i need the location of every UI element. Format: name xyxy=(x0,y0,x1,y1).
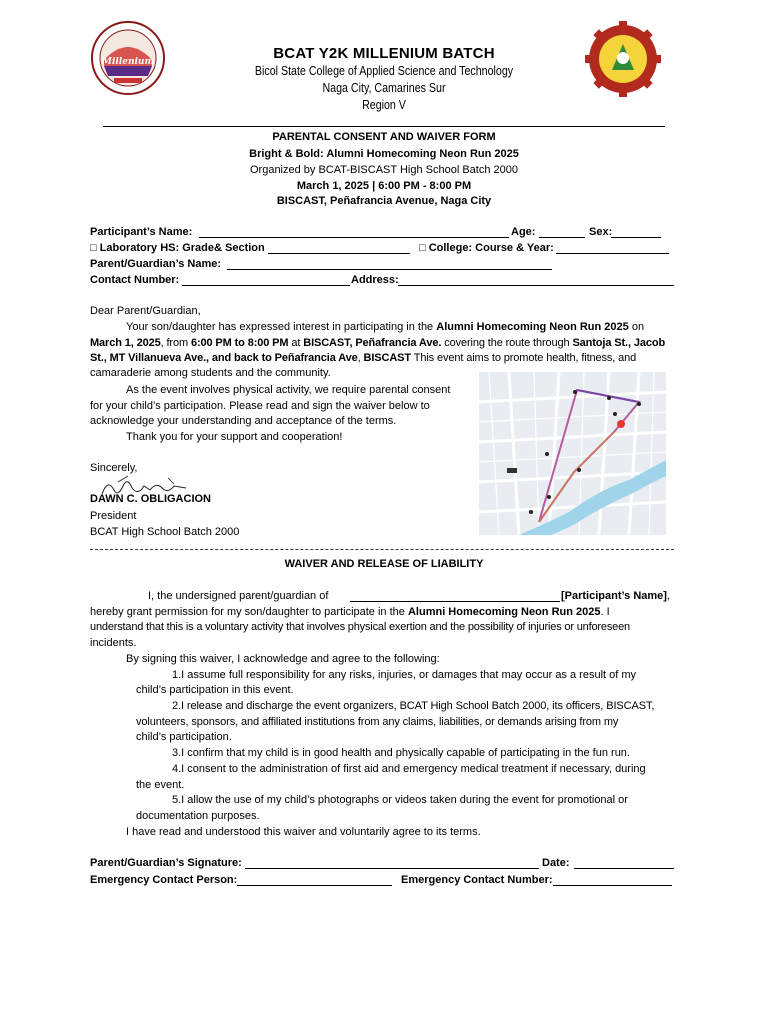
waiver-final: I have read and understood this waiver and voluntarily agree to its terms. xyxy=(126,826,481,838)
section-divider xyxy=(90,549,674,550)
emergency-number-field[interactable] xyxy=(553,885,672,886)
p1-biscast: BISCAST xyxy=(363,352,411,364)
waiver-line1-a: I, the undersigned parent/guardian of xyxy=(148,590,329,602)
letter-p1-line2 xyxy=(90,336,680,352)
batch-title: BCAT Y2K MILLENIUM BATCH xyxy=(273,45,495,62)
waiver-comma: , xyxy=(666,590,671,602)
waiver-I: . I xyxy=(600,606,610,618)
p1-text-a: Your son/daughter has expressed interest in participating in the xyxy=(126,321,434,333)
waiver-item5-line2: documentation purposes. xyxy=(136,810,260,822)
p1-text-c: on xyxy=(631,321,645,333)
waiver-event: Alumni Homecoming Neon Run 2025 xyxy=(407,606,601,618)
sex-field[interactable] xyxy=(611,237,661,238)
guardian-name-field[interactable] xyxy=(227,269,552,270)
organizer-line: Organized by BCAT-BISCAST High School Batch 2000 xyxy=(249,164,518,176)
p1-date: March 1, 2025 xyxy=(90,337,161,349)
college-checkbox[interactable]: □ College: Course & Year: xyxy=(419,242,554,254)
address-label: Address: xyxy=(351,274,399,286)
emergency-number-label: Emergency Contact Number: xyxy=(401,874,553,886)
logo-lettering: Millenium xyxy=(102,57,154,67)
header-rule xyxy=(103,126,665,127)
waiver-item4-line1: 4.I consent to the administration of first aid and emergency medical treatment if necessary, during xyxy=(172,763,646,775)
age-field[interactable] xyxy=(539,237,585,238)
letter-p1-line3 xyxy=(90,351,680,367)
guardian-signature-label: Parent/Guardian’s Signature: xyxy=(90,857,242,869)
form-title: PARENTAL CONSENT AND WAIVER FORM xyxy=(272,131,496,143)
waiver-item3: 3.I confirm that my child is in good health and physically capable of participating in the fun run. xyxy=(172,747,630,759)
closing: Sincerely, xyxy=(90,462,138,474)
emergency-person-field[interactable] xyxy=(237,885,392,886)
waiver-item5-line1: 5.I allow the use of my child’s photographs or videos taken during the event for promotional or xyxy=(172,794,628,806)
letter-p2-line1: As the event involves physical activity, we require parental consent xyxy=(126,384,451,396)
signer-name: DAWN C. OBLIGACION xyxy=(90,493,211,505)
event-venue: BISCAST, Peñafrancia Avenue, Naga City xyxy=(276,195,492,207)
waiver-title: WAIVER AND RELEASE OF LIABILITY xyxy=(284,558,484,570)
age-label: Age: xyxy=(511,226,536,238)
waiver-item2-line1: 2.I release and discharge the event organizers, BCAT High School Batch 2000, its officers, BISCAST, xyxy=(172,700,655,712)
participant-name-label: Participant’s Name: xyxy=(90,226,193,238)
contact-number-label: Contact Number: xyxy=(90,274,180,286)
event-datetime: March 1, 2025 | 6:00 PM - 8:00 PM xyxy=(296,180,472,192)
p1-route-intro: covering the route through xyxy=(444,337,570,349)
waiver-participant-text: [Participant’s Name] xyxy=(561,590,667,602)
waiver-line4: incidents. xyxy=(90,637,137,649)
p1-from: , from xyxy=(160,337,189,349)
p1-time: 6:00 PM to 8:00 PM xyxy=(190,337,289,349)
contact-number-field[interactable] xyxy=(182,285,350,286)
p1-event: Alumni Homecoming Neon Run 2025 xyxy=(436,321,629,333)
address-field[interactable] xyxy=(398,285,674,286)
p1-at: at xyxy=(291,337,301,349)
waiver-item1-line2: child’s participation in this event. xyxy=(136,684,294,696)
lab-hs-field[interactable] xyxy=(268,253,410,254)
p1-route-b: St., MT Villanueva Ave., and back to Peñafrancia Ave xyxy=(90,352,358,364)
sex-label: Sex: xyxy=(589,226,613,238)
waiver-line2 xyxy=(90,605,680,621)
city: Naga City, Camarines Sur xyxy=(322,80,446,95)
letter-p2-line2: for your child’s participation. Please read and sign the waiver below to xyxy=(90,400,430,412)
waiver-item4-line2: the event. xyxy=(136,779,185,791)
college-field[interactable] xyxy=(556,253,669,254)
p1-comma: , xyxy=(357,352,361,364)
waiver-participant-placeholder xyxy=(561,589,670,605)
waiver-permission: hereby grant permission for my son/daughter to participate in the xyxy=(90,606,405,618)
city-wrap xyxy=(0,80,768,95)
route-map xyxy=(479,372,666,535)
waiver-item1-line1: 1.I assume full responsibility for any risks, injuries, or damages that may occur as a result of my xyxy=(172,669,637,681)
waiver-intro: By signing this waiver, I acknowledge and agree to the following: xyxy=(126,653,440,665)
guardian-signature-field[interactable] xyxy=(245,868,539,869)
school-name: Bicol State College of Applied Science and Technology xyxy=(254,63,514,78)
waiver-item2-line2: volunteers, sponsors, and affiliated institutions from any claims, liabilities, or demands arising from my xyxy=(136,716,619,728)
region-wrap xyxy=(0,97,768,112)
letter-p1-line4: camaraderie among students and the community. xyxy=(90,367,331,379)
event-name: Bright & Bold: Alumni Homecoming Neon Run 2025 xyxy=(249,148,519,160)
guardian-name-label: Parent/Guardian’s Name: xyxy=(90,258,222,270)
salutation: Dear Parent/Guardian, xyxy=(90,305,201,317)
date-field[interactable] xyxy=(574,868,674,869)
date-label: Date: xyxy=(542,857,570,869)
waiver-line3: understand that this is a voluntary activity that involves physical exertion and the possibility of injuries or unforeseen xyxy=(90,621,630,633)
letter-p2-line3: acknowledge your understanding and acceptance of the terms. xyxy=(90,415,397,427)
region: Region V xyxy=(362,97,406,112)
waiver-participant-field[interactable] xyxy=(350,601,560,602)
emergency-person-label: Emergency Contact Person: xyxy=(90,874,238,886)
p1-aims: This event aims to promote health, fitness, and xyxy=(413,352,637,364)
waiver-item2-line3: child’s participation. xyxy=(136,731,232,743)
letter-p1-line1 xyxy=(126,320,678,336)
participant-name-field[interactable] xyxy=(199,237,509,238)
school-name-wrap xyxy=(0,63,768,78)
letter-p3: Thank you for your support and cooperation! xyxy=(126,431,343,443)
signer-title: President xyxy=(90,510,137,522)
p1-venue: BISCAST, Peñafrancia Ave. xyxy=(303,337,442,349)
p1-route-a: Santoja St., Jacob xyxy=(572,337,666,349)
lab-hs-checkbox[interactable]: □ Laboratory HS: Grade& Section xyxy=(90,242,265,254)
signer-org: BCAT High School Batch 2000 xyxy=(90,526,240,538)
